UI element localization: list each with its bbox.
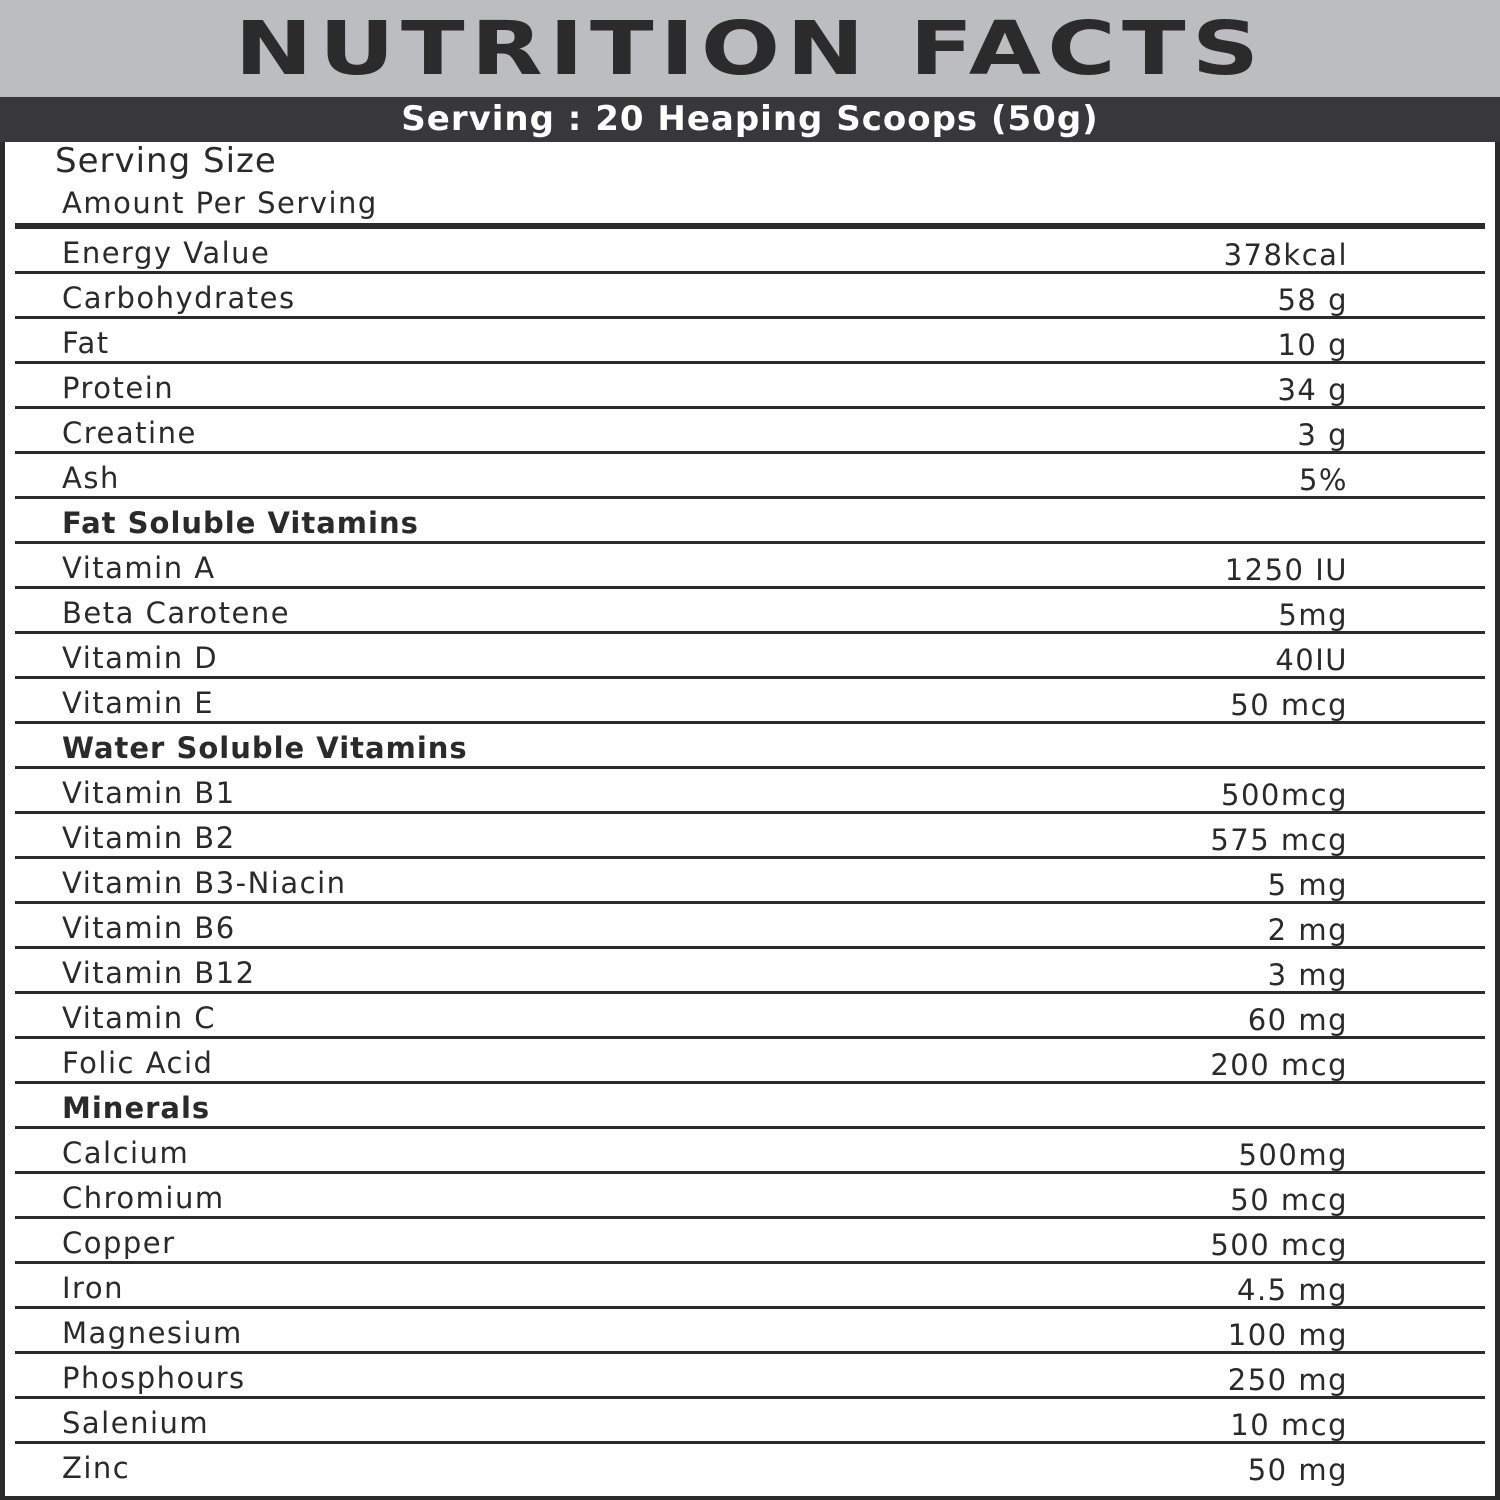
nutrient-value: 60 mg	[1247, 1003, 1348, 1037]
nutrient-value: 1250 IU	[1224, 553, 1348, 587]
nutrient-table	[15, 229, 1485, 1489]
nutrient-value: 250 mg	[1227, 1363, 1348, 1397]
nutrient-value: 3 g	[1297, 418, 1348, 452]
nutrient-row	[15, 1129, 1485, 1174]
nutrient-value: 4.5 mg	[1237, 1273, 1348, 1307]
nutrient-label: Chromium	[62, 1181, 225, 1215]
nutrient-label: Protein	[62, 371, 175, 405]
nutrient-row	[15, 319, 1485, 364]
nutrient-value: 500 mcg	[1210, 1228, 1348, 1262]
nutrient-row	[15, 1174, 1485, 1219]
nutrient-row	[15, 1039, 1485, 1084]
nutrient-row	[15, 949, 1485, 994]
section-heading-row	[15, 724, 1485, 769]
nutrient-label: Energy Value	[62, 236, 271, 270]
section-heading-row	[15, 499, 1485, 544]
serving-info: Serving : 20 Heaping Scoops (50g)	[401, 99, 1099, 139]
nutrient-label: Vitamin B1	[62, 776, 236, 810]
nutrient-label: Vitamin B6	[62, 911, 236, 945]
nutrient-label: Vitamin D	[62, 641, 219, 675]
nutrient-value: 3 mg	[1267, 958, 1348, 992]
panel-border-bottom	[0, 1496, 1500, 1500]
panel-border-left	[0, 142, 5, 1500]
nutrient-label: Vitamin B12	[62, 956, 256, 990]
nutrient-value: 200 mcg	[1210, 1048, 1348, 1082]
nutrient-row	[15, 769, 1485, 814]
nutrient-value: 10 g	[1277, 328, 1348, 362]
nutrient-row	[15, 229, 1485, 274]
nutrient-value: 575 mcg	[1210, 823, 1348, 857]
nutrient-value: 5mg	[1278, 598, 1348, 632]
nutrient-row	[15, 994, 1485, 1039]
panel-border-right	[1495, 142, 1500, 1500]
nutrient-value: 378kcal	[1223, 238, 1348, 272]
section-heading: Minerals	[62, 1091, 211, 1125]
nutrient-row	[15, 1309, 1485, 1354]
nutrient-value: 58 g	[1277, 283, 1348, 317]
nutrient-label: Vitamin E	[62, 686, 215, 720]
nutrient-label: Folic Acid	[62, 1046, 214, 1080]
nutrient-row	[15, 814, 1485, 859]
nutrient-row	[15, 1219, 1485, 1264]
nutrient-label: Phosphours	[62, 1361, 246, 1395]
amount-per-serving-label: Amount Per Serving	[62, 186, 378, 220]
nutrient-label: Vitamin A	[62, 551, 216, 585]
nutrient-row	[15, 274, 1485, 319]
nutrient-label: Iron	[62, 1271, 124, 1305]
nutrient-row	[15, 364, 1485, 409]
nutrient-label: Zinc	[62, 1451, 131, 1485]
nutrient-label: Ash	[62, 461, 120, 495]
page-title: NUTRITION FACTS	[234, 6, 1266, 92]
nutrient-value: 50 mg	[1247, 1453, 1348, 1487]
section-heading: Water Soluble Vitamins	[62, 731, 468, 765]
nutrient-value: 500mcg	[1221, 778, 1348, 812]
nutrient-row	[15, 409, 1485, 454]
nutrient-value: 5 mg	[1267, 868, 1348, 902]
nutrient-value: 50 mcg	[1230, 1183, 1348, 1217]
serving-size-label: Serving Size	[55, 141, 277, 181]
nutrient-row	[15, 634, 1485, 679]
nutrient-value: 40IU	[1275, 643, 1348, 677]
nutrient-value: 2 mg	[1267, 913, 1348, 947]
section-heading-row	[15, 1084, 1485, 1129]
nutrient-label: Vitamin C	[62, 1001, 217, 1035]
section-heading: Fat Soluble Vitamins	[62, 506, 419, 540]
nutrient-value: 500mg	[1238, 1138, 1348, 1172]
nutrient-label: Copper	[62, 1226, 176, 1260]
nutrient-row	[15, 679, 1485, 724]
nutrient-row	[15, 589, 1485, 634]
nutrient-label: Calcium	[62, 1136, 190, 1170]
nutrient-row	[15, 904, 1485, 949]
nutrient-value: 5%	[1298, 463, 1348, 497]
nutrient-row	[15, 454, 1485, 499]
nutrient-row	[15, 1444, 1485, 1489]
nutrient-row	[15, 544, 1485, 589]
nutrient-row	[15, 1399, 1485, 1444]
nutrient-value: 10 mcg	[1230, 1408, 1348, 1442]
nutrient-label: Vitamin B3-Niacin	[62, 866, 347, 900]
nutrient-label: Vitamin B2	[62, 821, 236, 855]
nutrient-row	[15, 859, 1485, 904]
nutrient-label: Beta Carotene	[62, 596, 291, 630]
nutrient-label: Magnesium	[62, 1316, 243, 1350]
nutrient-row	[15, 1354, 1485, 1399]
nutrient-label: Carbohydrates	[62, 281, 296, 315]
nutrient-row	[15, 1264, 1485, 1309]
nutrient-label: Creatine	[62, 416, 197, 450]
nutrient-label: Salenium	[62, 1406, 210, 1440]
nutrient-value: 34 g	[1277, 373, 1348, 407]
nutrient-value: 100 mg	[1227, 1318, 1348, 1352]
nutrient-label: Fat	[62, 326, 110, 360]
nutrient-value: 50 mcg	[1230, 688, 1348, 722]
